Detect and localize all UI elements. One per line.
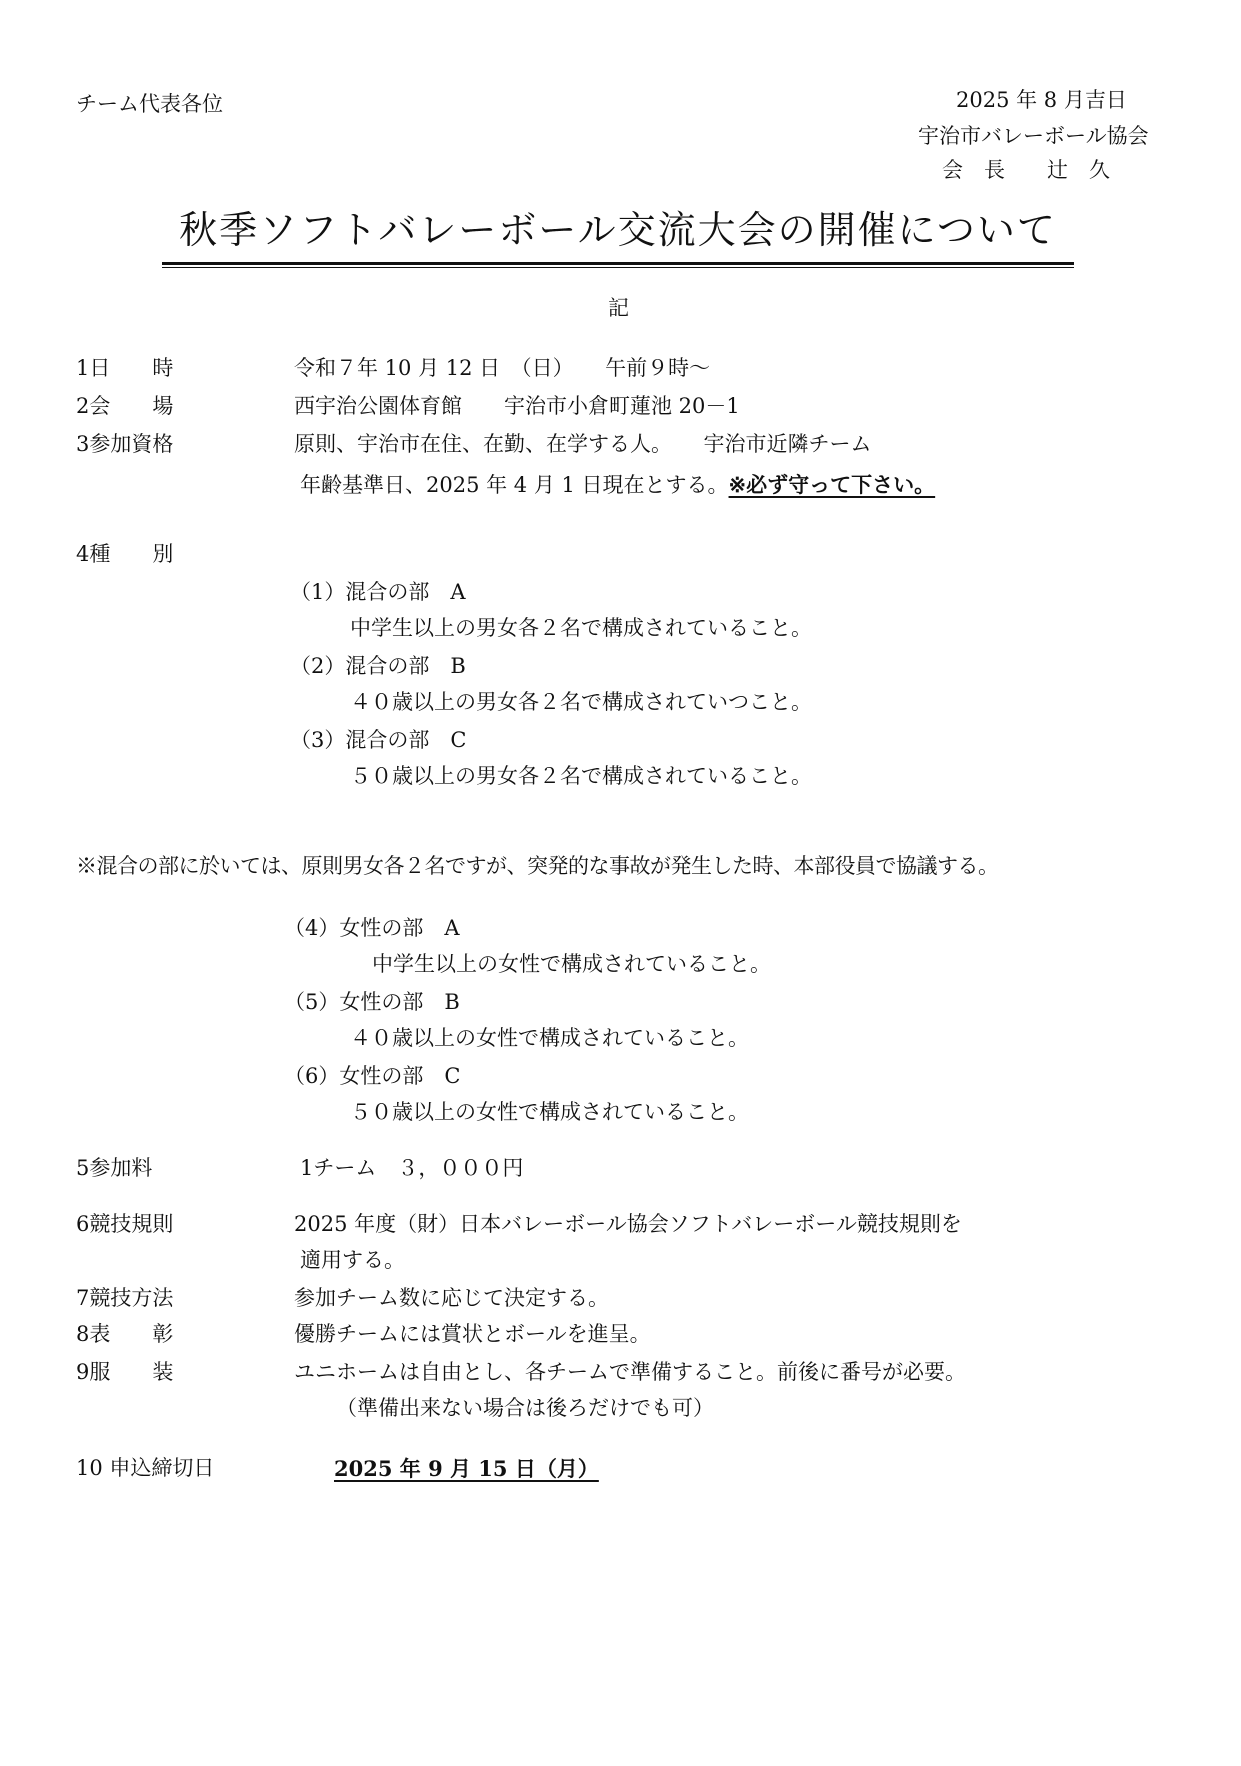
title-underline [162,262,1074,265]
eligibility-emphasis: ※必ず守って下さい。 [728,472,936,497]
award-label: 8表 彰 [76,1322,174,1346]
eligibility-note-text: 年齢基準日、2025 年 4 月 1 日現在とする。 [300,473,729,497]
mixed-a-name: （1）混合の部 A [290,580,466,604]
women-b-desc: ４０歳以上の女性で構成されていること。 [350,1026,749,1050]
women-c-desc: ５０歳以上の女性で構成されていること。 [350,1100,749,1124]
uniform-note: （準備出来ない場合は後ろだけでも可） [336,1396,714,1420]
women-a-desc: 中学生以上の女性で構成されていること。 [372,952,771,976]
award-value: 優勝チームには賞状とボールを進呈。 [294,1322,651,1346]
women-c-name: （6）女性の部 C [284,1064,461,1088]
rules-value-cont: 適用する。 [300,1248,405,1272]
category-label: 4種 別 [76,542,174,566]
fee-label: 5参加料 [76,1156,153,1180]
document-title: 秋季ソフトバレーボール交流大会の開催について [179,208,1057,252]
ki-heading: 記 [608,296,629,320]
mixed-note: ※混合の部に於いては、原則男女各２名ですが、突発的な事故が発生した時、本部役員で協議する。 [76,854,999,878]
rules-value: 2025 年度（財）日本バレーボール協会ソフトバレーボール競技規則を [294,1212,962,1236]
rules-label: 6競技規則 [76,1212,174,1236]
mixed-c-desc: ５０歳以上の男女各２名で構成されていること。 [350,764,812,788]
mixed-a-desc: 中学生以上の男女各２名で構成されていること。 [350,616,812,640]
venue-value: 西宇治公園体育館 宇治市小倉町蓮池 20－1 [294,394,740,418]
deadline-label: 10 申込締切日 [76,1456,215,1480]
women-b-name: （5）女性の部 B [284,990,460,1014]
mixed-b-desc: ４０歳以上の男女各２名で構成されていつこと。 [350,690,812,714]
mixed-c-name: （3）混合の部 C [290,728,467,752]
organization-name: 宇治市バレーボール協会 [918,124,1149,148]
deadline-value: 2025 年 9 月 15 日（月） [334,1456,599,1481]
title-underline-thin [162,267,1074,268]
eligibility-note [300,472,935,498]
eligibility-value: 原則、宇治市在住、在勤、在学する人。 宇治市近隣チーム [294,432,872,456]
issue-date: 2025 年 8 月吉日 [956,88,1127,112]
venue-label: 2会 場 [76,394,174,418]
mixed-b-name: （2）混合の部 B [290,654,466,678]
date-value: 令和７年 10 月 12 日 （日） 午前９時～ [294,356,711,380]
fee-value: 1チーム ３，０００円 [300,1156,524,1180]
signatory: 会 長 辻 久 [942,158,1110,182]
women-a-name: （4）女性の部 A [284,916,460,940]
method-value: 参加チーム数に応じて決定する。 [294,1286,609,1310]
date-label: 1日 時 [76,356,174,380]
uniform-value: ユニホームは自由とし、各チームで準備すること。前後に番号が必要。 [294,1360,966,1384]
addressee: チーム代表各位 [76,92,223,116]
uniform-label: 9服 装 [76,1360,174,1384]
method-label: 7競技方法 [76,1286,174,1310]
eligibility-label: 3参加資格 [76,432,174,456]
